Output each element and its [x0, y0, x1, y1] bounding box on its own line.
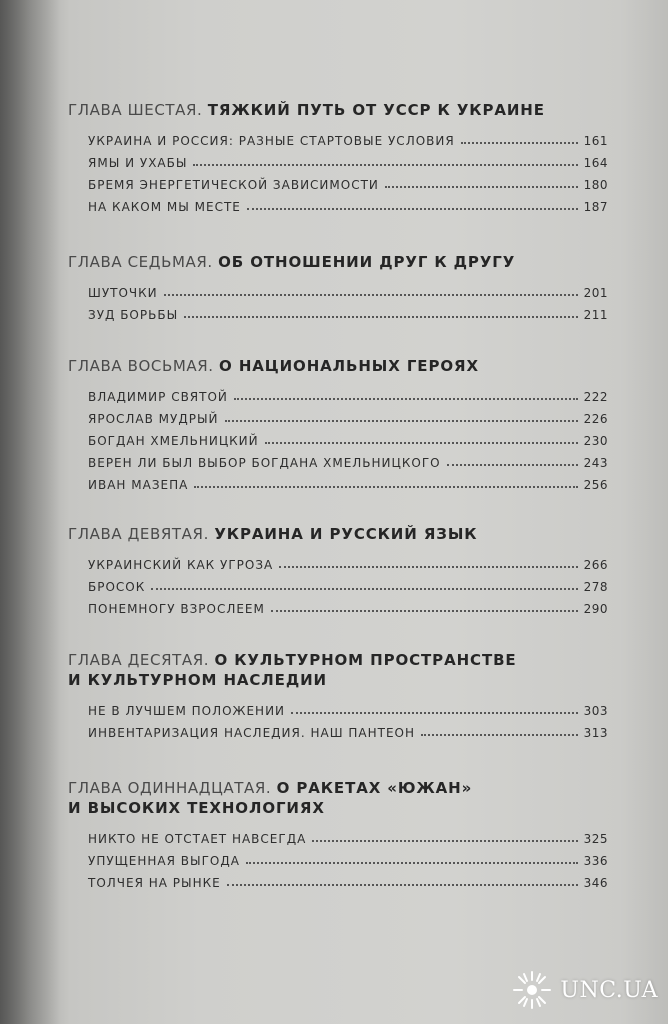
page-number: 303 — [583, 704, 608, 718]
page-number: 313 — [583, 726, 608, 740]
page-number: 256 — [583, 478, 608, 492]
dot-leader — [447, 464, 578, 466]
toc-entry[interactable] — [88, 448, 608, 470]
toc-entry[interactable] — [88, 470, 608, 492]
chapter-title-line-2: И ВЫСОКИХ ТЕХНОЛОГИЯХ — [68, 799, 325, 817]
chapter-heading — [68, 356, 608, 376]
chapter-label: ГЛАВА ШЕСТАЯ. — [68, 101, 203, 119]
chapter-6 — [68, 100, 608, 214]
toc-entry[interactable] — [88, 278, 608, 300]
chapter-11 — [68, 778, 608, 890]
dot-leader — [164, 294, 578, 296]
chapter-title: УКРАИНА И РУССКИЙ ЯЗЫК — [214, 525, 478, 543]
entry-title: ШУТОЧКИ — [88, 286, 158, 300]
chapter-heading — [68, 778, 608, 818]
chapter-title: О КУЛЬТУРНОМ ПРОСТРАНСТВЕ — [214, 651, 517, 669]
chapter-title: ОБ ОТНОШЕНИИ ДРУГ К ДРУГУ — [218, 253, 516, 271]
page-number: 278 — [583, 580, 608, 594]
page-number: 346 — [583, 876, 608, 890]
toc-entry[interactable] — [88, 696, 608, 718]
page-number: 230 — [583, 434, 608, 448]
page-number: 187 — [583, 200, 608, 214]
dot-leader — [461, 142, 578, 144]
toc-entry[interactable] — [88, 550, 608, 572]
toc-entry[interactable] — [88, 192, 608, 214]
toc-entry[interactable] — [88, 382, 608, 404]
dot-leader — [234, 398, 578, 400]
chapter-label: ГЛАВА ОДИННАДЦАТАЯ. — [68, 779, 272, 797]
chapter-title: О РАКЕТАХ «ЮЖАН» — [276, 779, 473, 797]
entry-title: БРЕМЯ ЭНЕРГЕТИЧЕСКОЙ ЗАВИСИМОСТИ — [88, 178, 379, 192]
toc-entry[interactable] — [88, 170, 608, 192]
entry-title: ЯРОСЛАВ МУДРЫЙ — [88, 412, 219, 426]
toc-entry[interactable] — [88, 846, 608, 868]
entry-title: УКРАИНА И РОССИЯ: РАЗНЫЕ СТАРТОВЫЕ УСЛОВИЯ — [88, 134, 455, 148]
entry-title: ВЕРЕН ЛИ БЫЛ ВЫБОР БОГДАНА ХМЕЛЬНИЦКОГО — [88, 456, 441, 470]
page-number: 211 — [583, 308, 608, 322]
page-number: 325 — [583, 832, 608, 846]
page-number: 161 — [583, 134, 608, 148]
page-number: 266 — [583, 558, 608, 572]
page-number: 164 — [583, 156, 608, 170]
page-number: 290 — [583, 602, 608, 616]
chapter-title-line-2: И КУЛЬТУРНОМ НАСЛЕДИИ — [68, 671, 327, 689]
dot-leader — [247, 208, 578, 210]
toc-entry[interactable] — [88, 426, 608, 448]
toc-entry[interactable] — [88, 594, 608, 616]
dot-leader — [225, 420, 578, 422]
entry-title: БРОСОК — [88, 580, 146, 594]
chapter-7 — [68, 252, 608, 322]
watermark — [510, 968, 658, 1012]
chapter-label: ГЛАВА ВОСЬМАЯ. — [68, 357, 214, 375]
dot-leader — [246, 862, 578, 864]
toc-entry[interactable] — [88, 572, 608, 594]
dot-leader — [312, 840, 577, 842]
entry-title: УПУЩЕННАЯ ВЫГОДА — [88, 854, 240, 868]
chapter-heading — [68, 252, 608, 272]
entry-title: НЕ В ЛУЧШЕМ ПОЛОЖЕНИИ — [88, 704, 286, 718]
chapter-label: ГЛАВА СЕДЬМАЯ. — [68, 253, 213, 271]
dot-leader — [194, 486, 577, 488]
dot-leader — [227, 884, 578, 886]
chapter-9 — [68, 524, 608, 616]
chapter-8 — [68, 356, 608, 492]
entry-title: ВЛАДИМИР СВЯТОЙ — [88, 390, 228, 404]
chapter-heading — [68, 650, 608, 690]
dot-leader — [193, 164, 577, 166]
toc-entry[interactable] — [88, 148, 608, 170]
chapter-heading — [68, 100, 608, 120]
toc-entry[interactable] — [88, 300, 608, 322]
page-number: 180 — [583, 178, 608, 192]
page-number: 226 — [583, 412, 608, 426]
dot-leader — [265, 442, 578, 444]
chapter-title: ТЯЖКИЙ ПУТЬ ОТ УССР К УКРАИНЕ — [207, 101, 545, 119]
dot-leader — [279, 566, 577, 568]
dot-leader — [291, 712, 578, 714]
entry-title: НИКТО НЕ ОТСТАЕТ НАВСЕГДА — [88, 832, 307, 846]
watermark-text: UNC.UA — [560, 977, 658, 1003]
entry-title: ЗУД БОРЬБЫ — [88, 308, 179, 322]
dot-leader — [151, 588, 577, 590]
toc-entry[interactable] — [88, 868, 608, 890]
page-number: 222 — [583, 390, 608, 404]
page-number: 201 — [583, 286, 608, 300]
dot-leader — [385, 186, 578, 188]
chapter-heading — [68, 524, 608, 544]
toc-entry[interactable] — [88, 718, 608, 740]
chapter-label: ГЛАВА ДЕВЯТАЯ. — [68, 525, 209, 543]
sunburst-logo-icon — [510, 968, 554, 1012]
dot-leader — [421, 734, 578, 736]
page-number: 336 — [583, 854, 608, 868]
entry-title: ИВАН МАЗЕПА — [88, 478, 189, 492]
entry-title: ТОЛЧЕЯ НА РЫНКЕ — [88, 876, 221, 890]
dot-leader — [184, 316, 577, 318]
chapter-label: ГЛАВА ДЕСЯТАЯ. — [68, 651, 210, 669]
page-number: 243 — [583, 456, 608, 470]
toc-entry[interactable] — [88, 126, 608, 148]
entry-title: ИНВЕНТАРИЗАЦИЯ НАСЛЕДИЯ. НАШ ПАНТЕОН — [88, 726, 415, 740]
chapter-10 — [68, 650, 608, 740]
chapter-title: О НАЦИОНАЛЬНЫХ ГЕРОЯХ — [219, 357, 479, 375]
entry-title: УКРАИНСКИЙ КАК УГРОЗА — [88, 558, 274, 572]
toc-entry[interactable] — [88, 404, 608, 426]
entry-title: БОГДАН ХМЕЛЬНИЦКИЙ — [88, 434, 259, 448]
entry-title: ЯМЫ И УХАБЫ — [88, 156, 188, 170]
dot-leader — [271, 610, 578, 612]
entry-title: ПОНЕМНОГУ ВЗРОСЛЕЕМ — [88, 602, 265, 616]
entry-title: НА КАКОМ МЫ МЕСТЕ — [88, 200, 241, 214]
toc-entry[interactable] — [88, 824, 608, 846]
